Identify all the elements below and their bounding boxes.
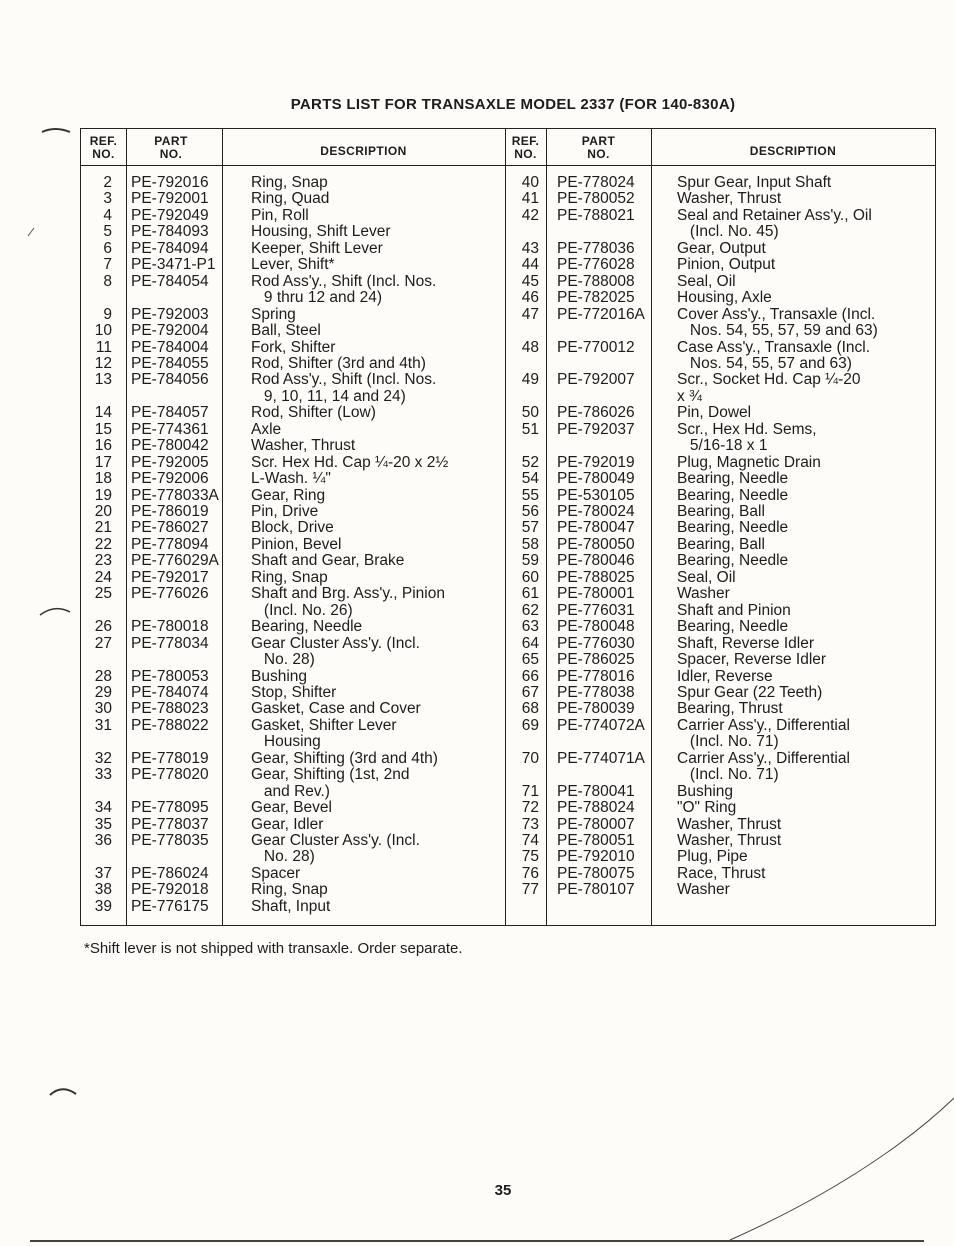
- part-description: Shaft, Input: [251, 897, 331, 915]
- scan-mark: [50, 1089, 76, 1095]
- part-description: Washer: [677, 881, 730, 899]
- part-description: Gear Cluster Ass'y. (Incl.: [251, 634, 420, 652]
- part-number: PE-776030: [557, 634, 635, 652]
- part-description: Gear, Output: [677, 239, 766, 257]
- part-description: Gasket, Case and Cover: [251, 700, 421, 718]
- part-number: PE-788024: [557, 799, 635, 817]
- part-description: Plug, Pipe: [677, 848, 748, 866]
- part-description: Housing, Axle: [677, 289, 772, 307]
- ref-number: 35: [94, 815, 112, 833]
- header-part-line2: NO.: [159, 147, 183, 161]
- ref-number: 49: [521, 371, 539, 389]
- ref-number: 6: [103, 239, 112, 257]
- part-description: Gear, Bevel: [251, 799, 332, 817]
- part-number: PE-792005: [131, 453, 209, 471]
- part-number: PE-780050: [557, 535, 635, 553]
- part-number: PE-778037: [131, 815, 209, 833]
- ref-number: 51: [521, 420, 539, 438]
- part-description: Shaft and Gear, Brake: [251, 552, 405, 570]
- part-number: PE-780075: [557, 864, 635, 882]
- part-number: PE-792049: [131, 206, 209, 224]
- ref-number: 24: [94, 568, 112, 586]
- part-description: Spur Gear (22 Teeth): [677, 683, 823, 701]
- header-ref-line2: NO.: [514, 147, 537, 161]
- part-number: PE-778034: [131, 634, 209, 652]
- part-description: Spacer, Reverse Idler: [677, 651, 827, 669]
- ref-number: 37: [94, 864, 112, 882]
- part-number: PE-776029A: [131, 552, 219, 570]
- part-number: PE-780051: [557, 832, 635, 849]
- part-number: PE-778038: [557, 683, 635, 701]
- part-number: PE-778035: [131, 832, 209, 849]
- part-description: Pin, Drive: [251, 503, 319, 520]
- ref-number: 68: [521, 700, 539, 718]
- ref-number: 64: [521, 634, 539, 652]
- ref-number: 76: [521, 864, 539, 882]
- part-description: Pinion, Bevel: [251, 535, 342, 553]
- ref-number: 36: [94, 832, 112, 849]
- page-title: PARTS LIST FOR TRANSAXLE MODEL 2337 (FOR 140-830A): [290, 96, 736, 113]
- ref-number: 61: [521, 585, 539, 603]
- part-number: PE-788022: [131, 716, 209, 734]
- ref-number: 9: [103, 305, 112, 323]
- part-description: (Incl. No. 45): [677, 223, 779, 241]
- ref-number: 62: [521, 601, 539, 619]
- part-description: Ring, Snap: [251, 881, 328, 899]
- part-description: Gear Cluster Ass'y. (Incl.: [251, 832, 420, 849]
- part-description: "O" Ring: [677, 799, 737, 817]
- part-description: Carrier Ass'y., Differential: [677, 716, 850, 734]
- ref-number: 3: [103, 190, 112, 208]
- ref-number: 19: [94, 486, 112, 504]
- part-description: Ring, Quad: [251, 190, 330, 208]
- part-description: Bearing, Ball: [677, 503, 765, 520]
- header-description-right: DESCRIPTION: [749, 144, 837, 158]
- part-number: PE-788025: [557, 568, 635, 586]
- part-number: PE-786026: [557, 404, 635, 422]
- part-description: and Rev.): [251, 782, 330, 800]
- part-number: PE-784094: [131, 239, 209, 257]
- part-number: PE-792004: [131, 322, 209, 340]
- part-description: Block, Drive: [251, 519, 334, 537]
- ref-number: 15: [94, 420, 112, 438]
- part-number: PE-788023: [131, 700, 209, 718]
- ref-number: 55: [521, 486, 539, 504]
- part-number: PE-788021: [557, 206, 635, 224]
- ref-number: 73: [521, 815, 539, 833]
- part-description: No. 28): [251, 651, 315, 669]
- ref-number: 50: [521, 404, 539, 422]
- part-number: PE-792006: [131, 470, 209, 488]
- part-description: Cover Ass'y., Transaxle (Incl.: [677, 305, 876, 323]
- ref-number: 29: [94, 683, 112, 701]
- part-description: Gasket, Shifter Lever: [251, 716, 397, 734]
- ref-number: 43: [521, 239, 539, 257]
- ref-number: 42: [521, 206, 539, 224]
- part-number: PE-778033A: [131, 486, 219, 504]
- part-number: PE-786025: [557, 651, 635, 669]
- ref-number: 41: [521, 190, 539, 208]
- part-number: PE-786024: [131, 864, 209, 882]
- ref-number: 57: [521, 519, 539, 537]
- part-description: Plug, Magnetic Drain: [677, 453, 821, 471]
- part-description: Scr., Hex Hd. Sems,: [677, 420, 817, 438]
- part-description: Washer, Thrust: [677, 190, 782, 208]
- scan-mark: [730, 1098, 954, 1240]
- ref-number: 47: [521, 305, 539, 323]
- ref-number: 48: [521, 338, 539, 356]
- part-number: PE-774071A: [557, 749, 645, 767]
- header-ref-line1: REF.: [511, 134, 540, 148]
- ref-number: 38: [94, 881, 112, 899]
- part-description: Washer, Thrust: [677, 815, 782, 833]
- part-number: PE-778020: [131, 766, 209, 784]
- part-number: PE-780107: [557, 881, 635, 899]
- part-description: Bearing, Needle: [677, 486, 789, 504]
- ref-number: 66: [521, 667, 539, 685]
- ref-number: 33: [94, 766, 112, 784]
- part-number: PE-792016: [131, 174, 209, 191]
- ref-number: 27: [94, 634, 112, 652]
- part-description: Case Ass'y., Transaxle (Incl.: [677, 338, 871, 356]
- part-number: PE-774072A: [557, 716, 645, 734]
- part-number: PE-792017: [131, 568, 209, 586]
- part-description: Bearing, Ball: [677, 535, 765, 553]
- part-description: Bearing, Needle: [677, 470, 789, 488]
- ref-number: 34: [94, 799, 112, 817]
- scan-mark: [42, 129, 70, 132]
- ref-number: 26: [94, 618, 112, 636]
- scan-mark: [28, 228, 34, 236]
- ref-number: 14: [94, 404, 112, 422]
- ref-number: 63: [521, 618, 539, 636]
- part-description: Shaft, Reverse Idler: [677, 634, 814, 652]
- part-description: L-Wash. ¼": [251, 470, 331, 488]
- part-number: PE-530105: [557, 486, 635, 504]
- ref-number: 40: [521, 174, 539, 191]
- part-description: Shaft and Brg. Ass'y., Pinion: [251, 585, 445, 603]
- part-number: PE-784055: [131, 354, 209, 372]
- ref-number: 72: [521, 799, 539, 817]
- part-description: Washer, Thrust: [677, 832, 782, 849]
- part-number: PE-776028: [557, 256, 635, 274]
- part-number: PE-780024: [557, 503, 635, 520]
- part-number: PE-778095: [131, 799, 209, 817]
- part-description: Lever, Shift*: [251, 256, 335, 274]
- part-description: Rod Ass'y., Shift (Incl. Nos.: [251, 371, 437, 389]
- part-description: Idler, Reverse: [677, 667, 773, 685]
- part-description: Seal and Retainer Ass'y., Oil: [677, 206, 872, 224]
- ref-number: 16: [94, 437, 112, 455]
- part-number: PE-780007: [557, 815, 635, 833]
- part-number: PE-788008: [557, 272, 635, 290]
- part-description: Housing, Shift Lever: [251, 223, 391, 241]
- ref-number: 31: [94, 716, 112, 734]
- ref-number: 4: [103, 206, 112, 224]
- part-number: PE-776031: [557, 601, 635, 619]
- part-number: PE-780001: [557, 585, 635, 603]
- part-description: Scr., Socket Hd. Cap ¼-20: [677, 371, 861, 389]
- part-description: Stop, Shifter: [251, 683, 337, 701]
- part-description: 5/16-18 x 1: [677, 437, 768, 455]
- page-number: 35: [494, 1182, 512, 1199]
- ref-number: 5: [103, 223, 112, 241]
- part-description: Housing: [251, 733, 321, 751]
- part-number: PE-780039: [557, 700, 635, 718]
- part-description: Ring, Snap: [251, 174, 328, 191]
- ref-number: 65: [521, 651, 539, 669]
- part-description: Pin, Roll: [251, 206, 309, 224]
- part-description: Scr. Hex Hd. Cap ¼-20 x 2½: [251, 453, 449, 471]
- part-number: PE-786019: [131, 503, 209, 520]
- footnote: *Shift lever is not shipped with transaxle. Order separate.: [84, 940, 463, 957]
- part-number: PE-792019: [557, 453, 635, 471]
- ref-number: 28: [94, 667, 112, 685]
- part-description: Pin, Dowel: [677, 404, 752, 422]
- header-ref-line1: REF.: [89, 134, 118, 148]
- ref-number: 74: [521, 832, 539, 849]
- ref-number: 11: [95, 338, 112, 356]
- part-number: PE-792010: [557, 848, 635, 866]
- part-description: Shaft and Pinion: [677, 601, 791, 619]
- ref-number: 30: [94, 700, 112, 718]
- part-description: 9, 10, 11, 14 and 24): [251, 387, 406, 405]
- part-number: PE-772016A: [557, 305, 645, 323]
- part-description: (Incl. No. 71): [677, 733, 779, 751]
- part-number: PE-778094: [131, 535, 209, 553]
- part-number: PE-778036: [557, 239, 635, 257]
- part-number: PE-776175: [131, 897, 209, 915]
- part-description: Spacer: [251, 864, 301, 882]
- part-description: Bushing: [251, 667, 308, 685]
- part-number: PE-782025: [557, 289, 635, 307]
- part-number: PE-780053: [131, 667, 209, 685]
- header-description: DESCRIPTION: [320, 144, 407, 158]
- ref-number: 70: [521, 749, 539, 767]
- ref-number: 12: [94, 354, 112, 372]
- part-number: PE-784074: [131, 683, 209, 701]
- ref-number: 10: [94, 322, 112, 340]
- part-description: Rod Ass'y., Shift (Incl. Nos.: [251, 272, 437, 290]
- part-description: Seal, Oil: [677, 568, 736, 586]
- part-number: PE-780046: [557, 552, 635, 570]
- part-number: PE-792007: [557, 371, 635, 389]
- part-description: Ball, Steel: [251, 322, 321, 340]
- ref-number: 8: [103, 272, 112, 290]
- part-number: PE-778019: [131, 749, 209, 767]
- part-description: Bearing, Needle: [677, 519, 789, 537]
- part-description: Spring: [251, 305, 296, 323]
- ref-number: 54: [521, 470, 539, 488]
- ref-number: 17: [94, 453, 112, 471]
- part-number: PE-778016: [557, 667, 635, 685]
- part-description: Nos. 54, 55, 57 and 63): [677, 354, 852, 372]
- ref-number: 45: [521, 272, 539, 290]
- part-number: PE-792018: [131, 881, 209, 899]
- part-number: PE-784057: [131, 404, 209, 422]
- part-description: Washer, Thrust: [251, 437, 356, 455]
- ref-number: 58: [521, 535, 539, 553]
- ref-number: 52: [521, 453, 539, 471]
- part-description: Rod, Shifter (3rd and 4th): [251, 354, 426, 372]
- part-description: Pinion, Output: [677, 256, 776, 274]
- ref-number: 21: [94, 519, 112, 537]
- header-part-line1: PART: [154, 134, 188, 148]
- ref-number: 75: [521, 848, 539, 866]
- part-description: Washer: [677, 585, 730, 603]
- part-number: PE-3471-P1: [131, 256, 216, 274]
- part-number: PE-780042: [131, 437, 209, 455]
- part-description: Seal, Oil: [677, 272, 736, 290]
- part-number: PE-780041: [557, 782, 635, 800]
- ref-number: 59: [521, 552, 539, 570]
- part-number: PE-784054: [131, 272, 209, 290]
- ref-number: 71: [521, 782, 539, 800]
- ref-number: 77: [521, 881, 539, 899]
- part-description: (Incl. No. 71): [677, 766, 779, 784]
- part-description: Bearing, Thrust: [677, 700, 783, 718]
- ref-number: 13: [94, 371, 112, 389]
- part-description: Bearing, Needle: [251, 618, 363, 636]
- part-description: (Incl. No. 26): [251, 601, 353, 619]
- part-description: Axle: [251, 420, 282, 438]
- part-number: PE-786027: [131, 519, 209, 537]
- ref-number: 39: [94, 897, 112, 915]
- ref-number: 44: [521, 256, 539, 274]
- scan-mark: [40, 609, 70, 615]
- part-description: Carrier Ass'y., Differential: [677, 749, 850, 767]
- part-description: Rod, Shifter (Low): [251, 404, 376, 422]
- ref-number: 18: [94, 470, 112, 488]
- part-number: PE-780052: [557, 190, 635, 208]
- part-number: PE-792037: [557, 420, 635, 438]
- part-number: PE-774361: [131, 420, 209, 438]
- part-number: PE-780049: [557, 470, 635, 488]
- ref-number: 60: [521, 568, 539, 586]
- part-description: Gear, Ring: [251, 486, 326, 504]
- ref-number: 67: [521, 683, 539, 701]
- ref-number: 46: [521, 289, 539, 307]
- header-part-line2: NO.: [587, 147, 610, 161]
- part-description: Gear, Shifting (3rd and 4th): [251, 749, 438, 767]
- ref-number: 20: [94, 503, 112, 520]
- part-description: Spur Gear, Input Shaft: [677, 174, 832, 191]
- part-number: PE-780048: [557, 618, 635, 636]
- part-number: PE-784056: [131, 371, 209, 389]
- part-description: Fork, Shifter: [251, 338, 336, 356]
- part-description: Gear, Idler: [251, 815, 324, 833]
- header-part-line1: PART: [581, 134, 616, 148]
- part-number: PE-776026: [131, 585, 209, 603]
- part-number: PE-778024: [557, 174, 635, 191]
- ref-number: 22: [94, 535, 112, 553]
- ref-number: 23: [94, 552, 112, 570]
- ref-number: 7: [103, 256, 112, 274]
- header-ref-line2: NO.: [92, 147, 115, 161]
- part-description: Bushing: [677, 782, 734, 800]
- part-number: PE-784093: [131, 223, 209, 241]
- part-description: Ring, Snap: [251, 568, 328, 586]
- part-description: Keeper, Shift Lever: [251, 239, 383, 257]
- part-number: PE-784004: [131, 338, 209, 356]
- ref-number: 2: [103, 174, 112, 191]
- ref-number: 25: [94, 585, 112, 603]
- part-description: Nos. 54, 55, 57, 59 and 63): [677, 322, 878, 340]
- part-description: No. 28): [251, 848, 315, 866]
- part-number: PE-780047: [557, 519, 635, 537]
- ref-number: 69: [521, 716, 539, 734]
- part-description: 9 thru 12 and 24): [251, 289, 382, 307]
- part-number: PE-770012: [557, 338, 635, 356]
- part-description: Gear, Shifting (1st, 2nd: [251, 766, 410, 784]
- ref-number: 32: [94, 749, 112, 767]
- part-description: x ¾: [677, 387, 702, 405]
- part-description: Bearing, Needle: [677, 618, 789, 636]
- ref-number: 56: [521, 503, 539, 520]
- part-number: PE-780018: [131, 618, 209, 636]
- part-description: Bearing, Needle: [677, 552, 789, 570]
- part-number: PE-792001: [131, 190, 209, 208]
- part-number: PE-792003: [131, 305, 209, 323]
- part-description: Race, Thrust: [677, 864, 766, 882]
